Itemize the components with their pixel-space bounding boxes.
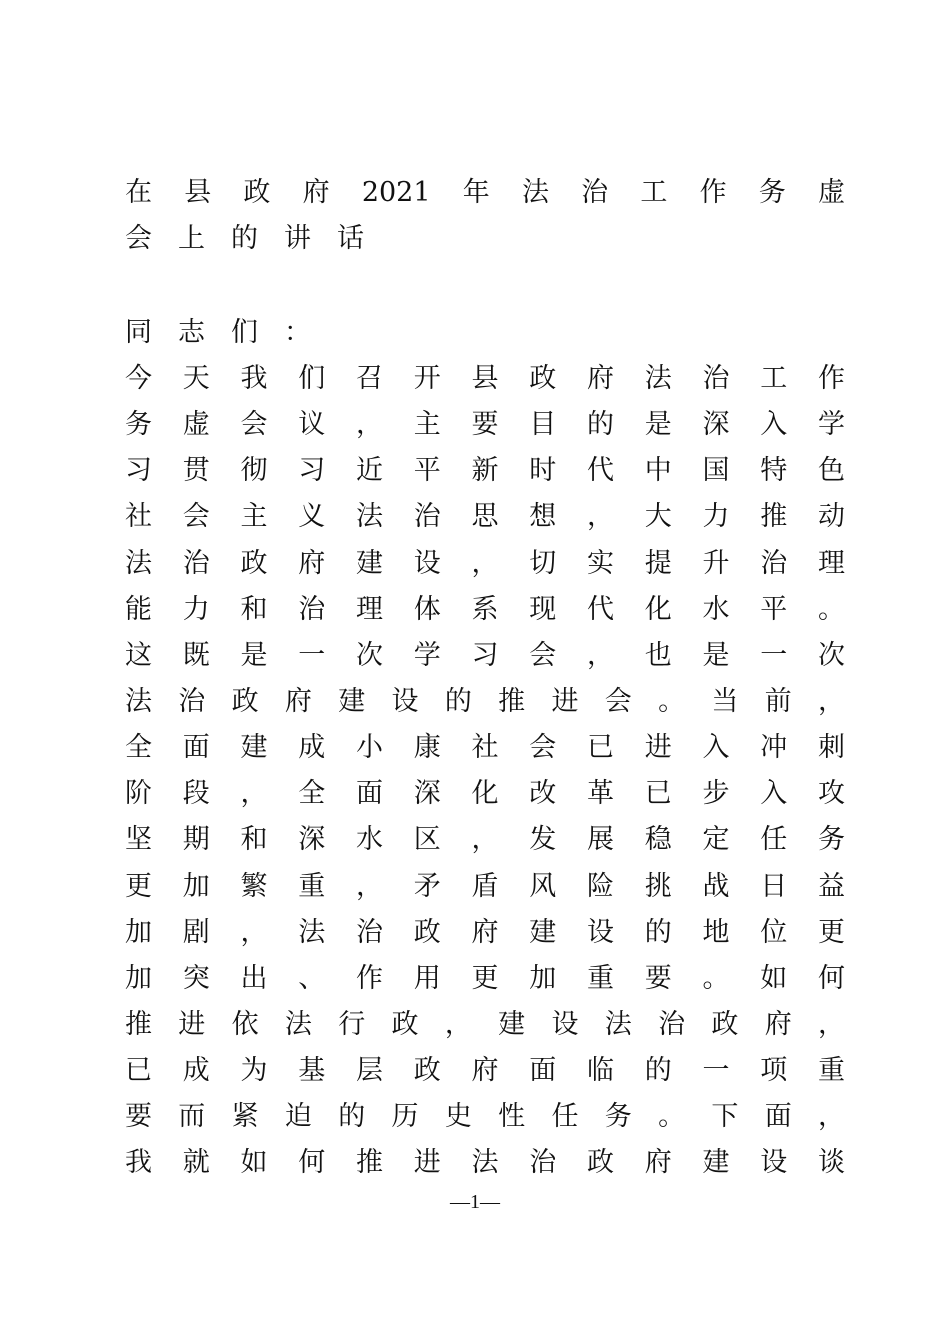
paragraph-line: 阶段，全面深化改革已步入攻 — [125, 778, 845, 809]
paragraph-line: 这既是一次学习会，也是一次 — [125, 640, 845, 671]
salutation: 同志们： — [125, 317, 337, 348]
paragraph-line: 能力和治理体系现代化水平。 — [125, 594, 845, 625]
paragraph-line: 全面建成小康社会已进入冲刺 — [125, 732, 845, 763]
paragraph-line: 习贯彻习近平新时代中国特色 — [125, 455, 845, 486]
paragraph-line: 更加繁重，矛盾风险挑战日益 — [125, 871, 845, 902]
title-line-1: 在县政府2021年法治工作务虚 — [125, 177, 845, 208]
paragraph-line: 加突出、作用更加重要。如何 — [125, 963, 845, 994]
paragraph-line: 加剧，法治政府建设的地位更 — [125, 917, 845, 948]
paragraph-line: 要而紧迫的历史性任务。下面， — [125, 1101, 845, 1132]
paragraph-line: 已成为基层政府面临的一项重 — [125, 1055, 845, 1086]
paragraph-line: 坚期和深水区，发展稳定任务 — [125, 824, 845, 855]
paragraph-line: 法治政府建设，切实提升治理 — [125, 548, 845, 579]
paragraph-line: 社会主义法治思想，大力推动 — [125, 501, 845, 532]
paragraph-line: 务虚会议，主要目的是深入学 — [125, 409, 845, 440]
paragraph-line: 推进依法行政，建设法治政府， — [125, 1009, 845, 1040]
paragraph-line: 法治政府建设的推进会。当前， — [125, 686, 845, 717]
page-number: —1— — [450, 1191, 500, 1213]
paragraph-line: 我就如何推进法治政府建设谈 — [125, 1147, 845, 1178]
title-line-2: 会上的讲话 — [125, 223, 390, 254]
paragraph-line: 今天我们召开县政府法治工作 — [125, 363, 845, 394]
